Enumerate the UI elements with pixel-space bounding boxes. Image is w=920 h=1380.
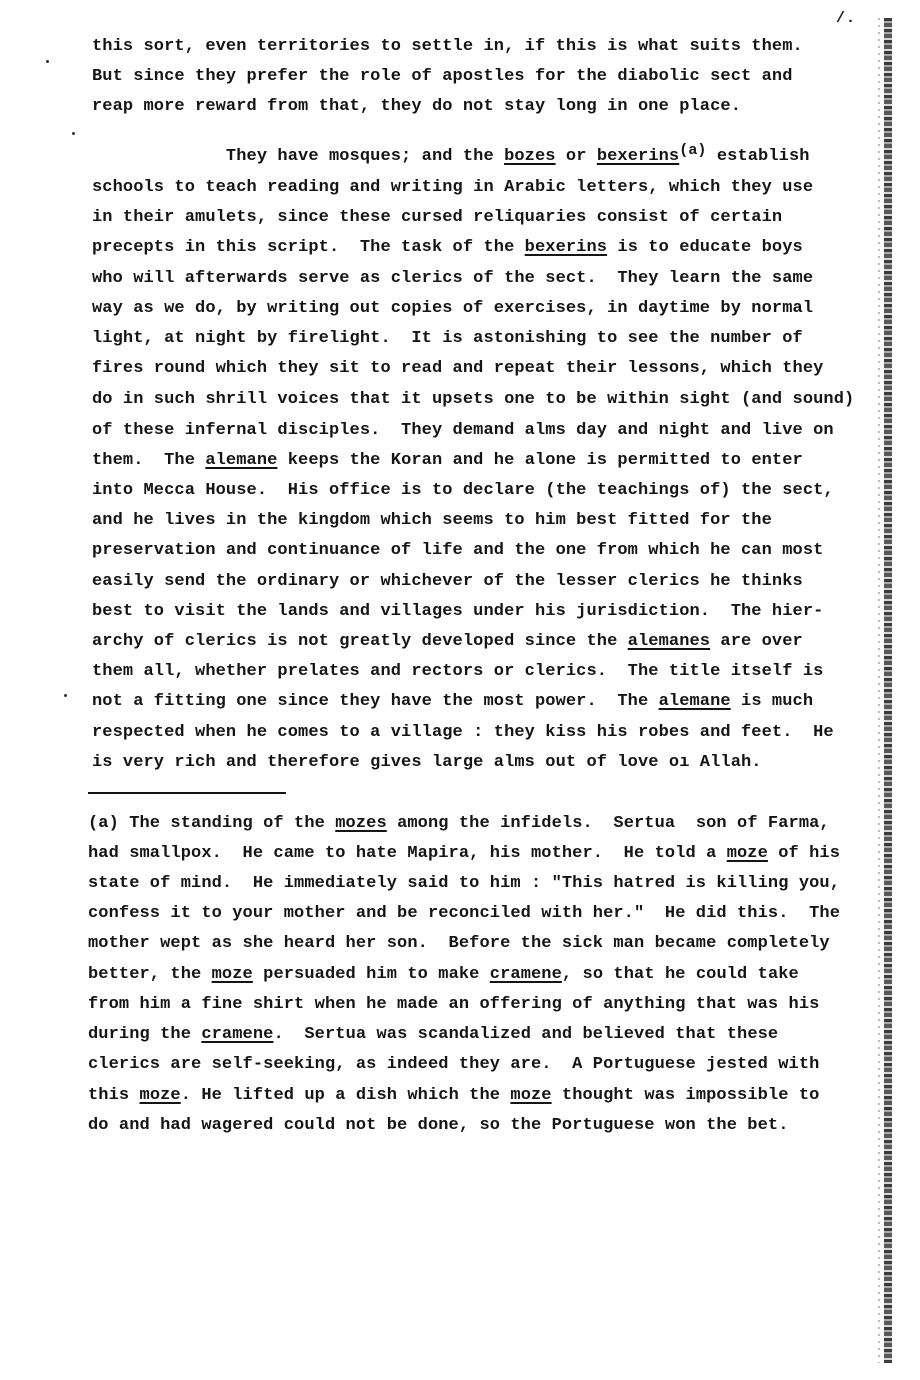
text-run: establish — [706, 147, 810, 166]
paragraph-2-line — [92, 451, 803, 471]
paragraph-2-line — [92, 329, 803, 349]
text-run: best to visit the lands and villages under his jurisdiction. The hier- — [92, 602, 824, 621]
text-run: during the — [88, 1025, 202, 1044]
footnote-line — [88, 1025, 778, 1045]
paragraph-2-line — [92, 511, 772, 531]
footnote-line — [88, 965, 799, 985]
text-run: this — [88, 1086, 140, 1105]
paragraph-2-line — [92, 390, 854, 410]
footnote-line — [88, 874, 840, 894]
footnote-line — [88, 904, 840, 924]
scan-speck — [46, 60, 49, 63]
footnote-line — [88, 995, 819, 1015]
text-run: from him a fine shirt when he made an offering of anything that was his — [88, 995, 820, 1014]
paragraph-2-line — [92, 662, 823, 682]
paragraph-2-line — [92, 421, 834, 441]
text-run: easily send the ordinary or whichever of the lesser clerics he thinks — [92, 572, 803, 591]
text-run: do and had wagered could not be done, so the Portuguese won the bet. — [88, 1116, 789, 1135]
text-run: light, at night by firelight. It is astonishing to see the number of — [92, 329, 803, 348]
paragraph-2-line — [92, 238, 803, 258]
text-run: are over — [710, 632, 803, 651]
text-run: fires round which they sit to read and repeat their lessons, which they — [92, 359, 824, 378]
text-run: clerics are self-seeking, as indeed they are. A Portuguese jested with — [88, 1055, 820, 1074]
paragraph-2-line — [92, 359, 823, 379]
underlined-term: moze — [726, 844, 768, 863]
paragraph-1-line: But since they prefer the role of apostles for the diabolic sect and — [92, 67, 793, 86]
text-run: them. The — [92, 451, 206, 470]
text-run: way as we do, by writing out copies of exercises, in daytime by normal — [92, 299, 814, 318]
text-run: thought was impossible to — [551, 1086, 820, 1105]
text-run: better, the — [88, 965, 212, 984]
footnote-separator — [88, 792, 286, 794]
text-run: in their amulets, since these cursed reliquaries consist of certain — [92, 208, 783, 227]
text-run: or — [555, 147, 597, 166]
paragraph-2-line — [92, 178, 813, 198]
paragraph-1-line: this sort, even territories to settle in, if this is what suits them. — [92, 37, 803, 56]
paragraph-2-line — [92, 753, 762, 773]
footnote-marker: (a) — [679, 142, 707, 159]
footnote-line — [88, 1116, 789, 1136]
text-run: (a) The standing of the — [88, 814, 336, 833]
text-run: into Mecca House. His office is to declare (the teachings of) the sect, — [92, 481, 834, 500]
paragraph-2-line — [92, 602, 823, 622]
paragraph-2-line — [92, 632, 803, 652]
text-run: schools to teach reading and writing in Arabic letters, which they use — [92, 178, 814, 197]
underlined-term: bozes — [504, 147, 556, 166]
paragraph-2-line — [92, 299, 813, 319]
text-run: and he lives in the kingdom which seems to him best fitted for the — [92, 511, 772, 530]
text-run: is to educate boys — [607, 238, 803, 257]
text-run: , so that he could take — [561, 965, 799, 984]
text-run: . He lifted up a dish which the — [180, 1086, 511, 1105]
paragraph-2-line — [92, 269, 813, 289]
footnote-line — [88, 1086, 819, 1106]
footnote-line — [88, 1055, 819, 1075]
text-run: respected when he comes to a village : they kiss his robes and feet. He — [92, 723, 834, 742]
text-run: them all, whether prelates and rectors or clerics. The title itself is — [92, 662, 824, 681]
text-run: not a fitting one since they have the most power. The — [92, 692, 659, 711]
text-run: mother wept as she heard her son. Before the sick man became completely — [88, 934, 830, 953]
underlined-term: cramene — [489, 965, 562, 984]
scan-speck — [64, 694, 67, 697]
underlined-term: alemane — [658, 692, 731, 711]
footnote-line — [88, 844, 840, 864]
underlined-term: moze — [139, 1086, 181, 1105]
text-run: among the infidels. Sertua son of Farma, — [386, 814, 830, 833]
underlined-term: bexerins — [524, 238, 608, 257]
paragraph-2-line — [92, 723, 834, 743]
text-run: of these infernal disciples. They demand alms day and night and live on — [92, 421, 834, 440]
text-run: who will afterwards serve as clerics of the sect. They learn the same — [92, 269, 814, 288]
text-run: confess it to your mother and be reconciled with her." He did this. The — [88, 904, 841, 923]
text-run: precepts in this script. The task of the — [92, 238, 525, 257]
underlined-term: bexerins — [596, 147, 680, 166]
text-run: preservation and continuance of life and the one from which he can most — [92, 541, 824, 560]
footnote-line — [88, 934, 830, 954]
text-run: persuaded him to make — [252, 965, 490, 984]
underlined-term: alemane — [205, 451, 278, 470]
text-run: do in such shrill voices that it upsets one to be within sight (and sound) — [92, 390, 855, 409]
text-run: of his — [767, 844, 841, 863]
scan-speck — [72, 132, 75, 135]
text-run: is much — [730, 692, 814, 711]
underlined-term: alemanes — [627, 632, 711, 651]
text-run: . Sertua was scandalized and believed that these — [273, 1025, 779, 1044]
underlined-term: mozes — [335, 814, 387, 833]
text-run: keeps the Koran and he alone is permitted to enter — [277, 451, 803, 470]
paragraph-2-line — [92, 572, 803, 592]
scan-edge-shadow — [878, 18, 880, 1363]
scan-binding-edge — [884, 18, 892, 1363]
text-run: had smallpox. He came to hate Mapira, his mother. He told a — [88, 844, 727, 863]
footnote-line — [88, 814, 830, 834]
underlined-term: cramene — [201, 1025, 274, 1044]
paragraph-2-line — [92, 208, 782, 228]
text-run: state of mind. He immediately said to him : "This hatred is killing you, — [88, 874, 841, 893]
paragraph-2-line — [92, 692, 813, 712]
page-number: /. — [836, 10, 857, 27]
underlined-term: moze — [211, 965, 253, 984]
text-run: is very rich and therefore gives large alms out of love oı Allah. — [92, 753, 762, 772]
text-run: They have mosques; and the — [92, 147, 505, 166]
paragraph-1-line: reap more reward from that, they do not stay long in one place. — [92, 97, 742, 116]
paragraph-2-line — [92, 541, 823, 561]
paragraph-2-line — [92, 142, 810, 167]
paragraph-2-line — [92, 481, 834, 501]
underlined-term: moze — [510, 1086, 552, 1105]
text-run: archy of clerics is not greatly developed since the — [92, 632, 628, 651]
